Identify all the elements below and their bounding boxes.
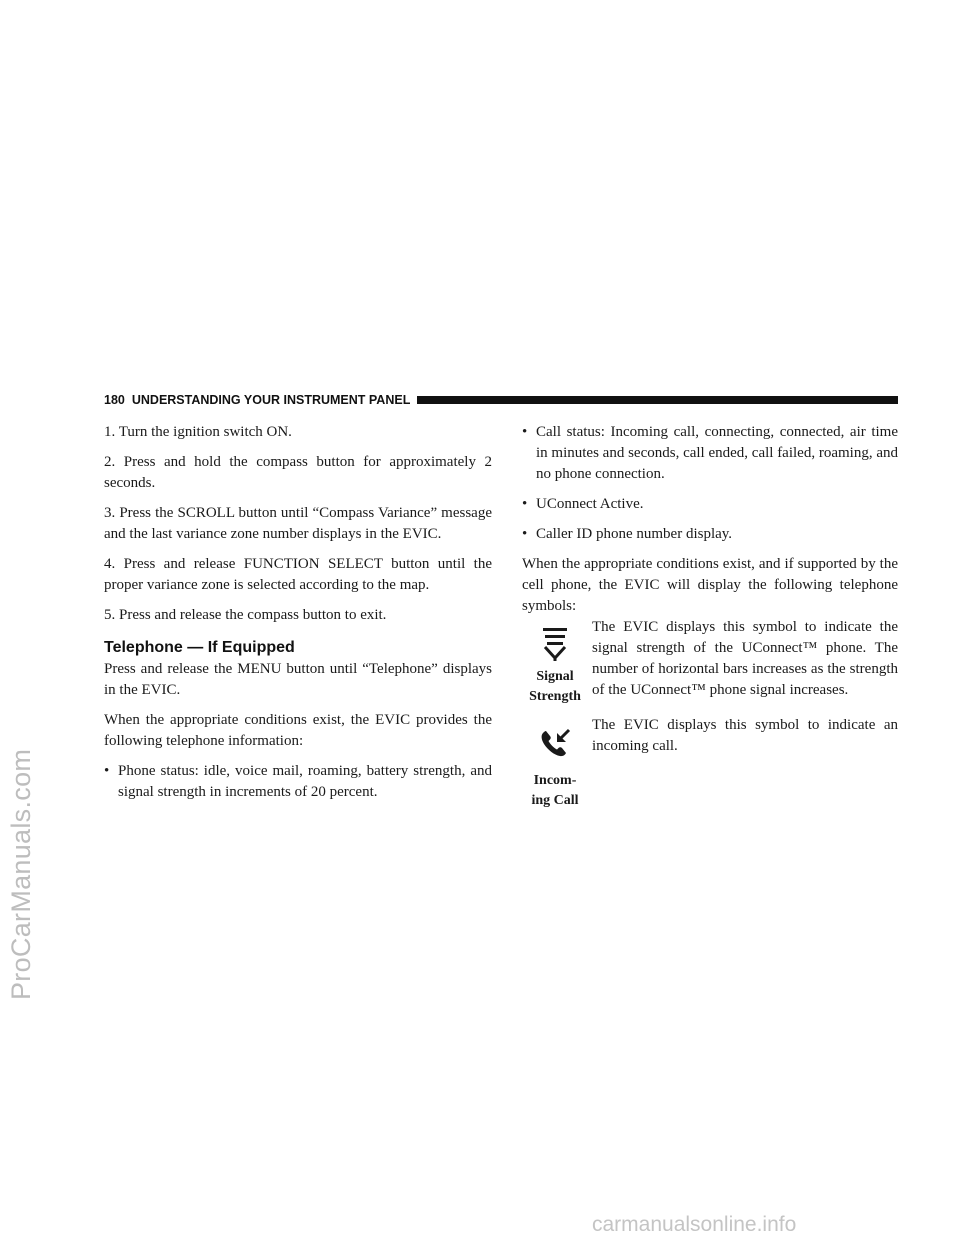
bullet-text: Caller ID phone number display. bbox=[536, 526, 733, 542]
bullet-text: Call status: Incoming call, connecting, connected, air time in minutes and seconds, call ended, call failed, roaming, and no phone connection. bbox=[536, 424, 898, 482]
bullet-dot: • bbox=[104, 763, 110, 779]
bullet-text: UConnect Active. bbox=[536, 496, 644, 512]
signal-strength-row bbox=[522, 617, 898, 707]
side-watermark: ProCarManuals.com bbox=[6, 748, 36, 1000]
telephone-heading: Telephone — If Equipped bbox=[104, 639, 295, 656]
incoming-call-symbol bbox=[522, 715, 588, 811]
bullet-dot: • bbox=[522, 526, 528, 542]
page-header bbox=[104, 392, 898, 408]
signal-strength-symbol bbox=[522, 617, 588, 707]
step-2: 2. Press and hold the compass button for approximately 2 seconds. bbox=[104, 454, 492, 491]
incoming-call-label: Incom- ing Call bbox=[531, 773, 579, 808]
header-rule bbox=[417, 396, 898, 404]
incoming-call-row bbox=[522, 715, 898, 811]
bullet-dot: • bbox=[522, 424, 528, 440]
telephone-para-1: Press and release the MENU button until “Telephone” displays in the EVIC. bbox=[104, 661, 492, 698]
telephone-para-2: When the appropriate conditions exist, the EVIC provides the following telephone information: bbox=[104, 712, 492, 749]
step-3: 3. Press the SCROLL button until “Compass Variance” message and the last variance zone number displays in the EVIC. bbox=[104, 505, 492, 542]
signal-strength-label: Signal Strength bbox=[529, 669, 581, 704]
step-4: 4. Press and release FUNCTION SELECT button until the proper variance zone is selected according to the map. bbox=[104, 556, 492, 593]
phone-status-bullet bbox=[104, 761, 492, 803]
right-column bbox=[522, 422, 898, 811]
incoming-call-description: The EVIC displays this symbol to indicate an incoming call. bbox=[592, 717, 898, 754]
uconnect-active-bullet bbox=[522, 494, 898, 515]
signal-strength-icon bbox=[522, 617, 588, 661]
page-number: 180 bbox=[104, 393, 125, 407]
incoming-call-icon bbox=[522, 715, 588, 771]
bottom-watermark: carmanualsonline.info bbox=[592, 1213, 797, 1236]
section-title: UNDERSTANDING YOUR INSTRUMENT PANEL bbox=[131, 393, 411, 407]
step-5: 5. Press and release the compass button to exit. bbox=[104, 607, 387, 623]
caller-id-bullet bbox=[522, 524, 898, 545]
step-1: 1. Turn the ignition switch ON. bbox=[104, 424, 292, 440]
bullet-dot: • bbox=[522, 496, 528, 512]
symbols-intro: When the appropriate conditions exist, and if supported by the cell phone, the EVIC will display the following telephone symbols: bbox=[522, 556, 898, 614]
bullet-text: Phone status: idle, voice mail, roaming, battery strength, and signal strength in increments of 20 percent. bbox=[118, 763, 492, 800]
call-status-bullet bbox=[522, 422, 898, 485]
left-column bbox=[104, 422, 492, 812]
signal-strength-description: The EVIC displays this symbol to indicate the signal strength of the UConnect™ phone. The number of horizontal bars increases as the strength of the UConnect™ phone signal increases. bbox=[592, 619, 898, 698]
